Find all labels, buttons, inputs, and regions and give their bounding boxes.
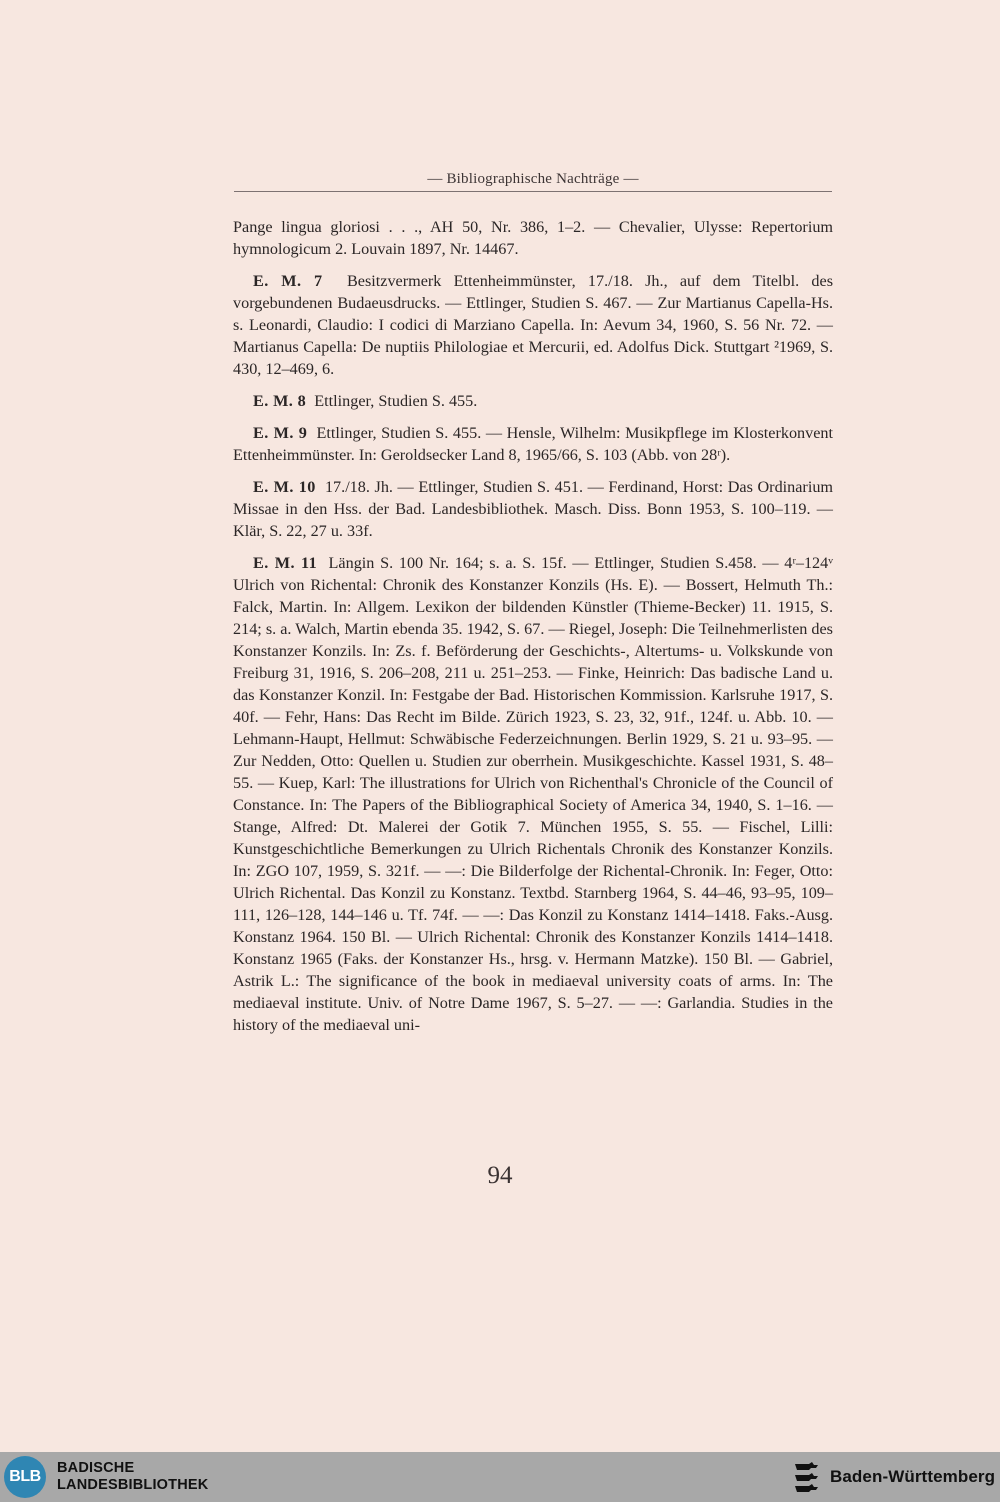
entry-signature: E. M. 9 bbox=[253, 424, 308, 442]
state-lions-icon bbox=[792, 1460, 822, 1494]
entry-em-10 bbox=[233, 476, 833, 542]
entry-text: Pange lingua gloriosi . . ., AH 50, Nr. 386, 1–2. — Chevalier, Ulysse: Repertorium hymnologicum 2. Louvain 1897, Nr. 14467. bbox=[233, 218, 833, 258]
bibliography-text bbox=[233, 216, 833, 1046]
entry-em-9 bbox=[233, 422, 833, 466]
entry-em-11 bbox=[233, 552, 833, 1036]
library-name-line1: BADISCHE bbox=[57, 1460, 135, 1476]
header-rule bbox=[234, 191, 832, 192]
library-name[interactable] bbox=[57, 1460, 208, 1494]
blb-logo-icon[interactable]: BLB bbox=[4, 1456, 46, 1498]
footer-bar bbox=[0, 1452, 1000, 1502]
entry-em-7 bbox=[233, 270, 833, 380]
entry-signature: E. M. 11 bbox=[253, 554, 318, 572]
entry-signature: E. M. 10 bbox=[253, 478, 316, 496]
entry-text: Ettlinger, Studien S. 455. — Hensle, Wilhelm: Musikpflege im Klosterkonvent Ettenheimmünster. In: Geroldsecker Land 8, 1965/66, S. 103 (Abb. von 28ʳ). bbox=[233, 424, 834, 464]
entry-text: Besitzvermerk Ettenheimmünster, 17./18. Jh., auf dem Titelbl. des vorgebundenen Budaeusdrucks. — Ettlinger, Studien S. 467. — Zur Martianus Capella-Hs. s. Leonardi, Claudio: I codici di Marziano Capella. In: Aevum 34, 1960, S. 56 Nr. 72. — Martianus Capella: De nuptiis Philologiae et Mercurii, ed. Adolfus Dick. Stuttgart ²1969, S. 430, 12–469, 6. bbox=[233, 272, 833, 378]
state-name[interactable]: Baden-Württemberg bbox=[830, 1467, 996, 1486]
library-name-line2: LANDESBIBLIOTHEK bbox=[57, 1477, 209, 1493]
entry-continuation bbox=[233, 216, 833, 260]
entry-signature: E. M. 7 bbox=[253, 272, 323, 290]
entry-em-8 bbox=[233, 390, 833, 412]
running-head: — Bibliographische Nachträge — bbox=[427, 171, 639, 187]
entry-text: Ettlinger, Studien S. 455. bbox=[314, 392, 478, 410]
page-number: 94 bbox=[487, 1162, 513, 1189]
entry-text: 17./18. Jh. — Ettlinger, Studien S. 451. — Ferdinand, Horst: Das Ordinarium Missae in den Hss. der Bad. Landesbibliothek. Masch. Diss. Bonn 1953, S. 100–119. — Klär, S. 22, 27 u. 33f. bbox=[233, 478, 834, 540]
entry-signature: E. M. 8 bbox=[253, 392, 307, 410]
entry-text: Längin S. 100 Nr. 164; s. a. S. 15f. — Ettlinger, Studien S.458. — 4ʳ–124ᵛ Ulrich von Richental: Chronik des Konstanzer Konzils (Hs. E). — Bossert, Helmuth Th.: Falck, Martin. In: Allgem. Lexikon der bildenden Künstler (Thieme-Becker) 11. 1915, S. 214; s. a. Walch, Martin ebenda 35. 1942, S. 67. — Riegel, Joseph: Die Teilnehmerlisten des Konstanzer Konzils. In: Zs. f. Beförderung der Geschichts-, Altertums- u. Volkskunde von Freiburg 31, 1916, S. 206–208, 211 u. 251–253. — Finke, Heinrich: Das badische Land u. das Konstanzer Konzil. In: Festgabe der Bad. Historischen Kommission. Karlsruhe 1917, S. 40f. — Fehr, Hans: Das Recht im Bilde. Zürich 1923, S. 23, 32, 91f., 124f. u. Abb. 10. — Lehmann-Haupt, Hellmut: Schwäbische Federzeichnungen. Berlin 1929, S. 21 u. 93–95. — Zur Nedden, Otto: Quellen u. Studien zur oberrhein. Musikgeschichte. Kassel 1931, S. 48–55. — Kuep, Karl: The illustrations for Ulrich von Richenthal's Chronicle of the Council of Constance. In: The Papers of the Bibliographical Society of America 34, 1940, S. 1–16. — Stange, Alfred: Dt. Malerei der Gotik 7. München 1955, S. 55. — Fischel, Lilli: Kunstgeschichtliche Bemerkungen zu Ulrich Richentals Chronik des Konstanzer Konzils. In: ZGO 107, 1959, S. 321f. — —: Die Bilderfolge der Richental-Chronik. In: Feger, Otto: Ulrich Richental. Das Konzil zu Konstanz. Textbd. Starnberg 1964, S. 44–46, 93–95, 109–111, 126–128, 144–146 u. Tf. 74f. — —: Das Konzil zu Konstanz 1414–1418. Faks.-Ausg. Konstanz 1964. 150 Bl. — Ulrich Richental: Chronik des Konstanzer Konzils 1414–1418. Konstanz 1965 (Faks. der Konstanzer Hs., hrsg. v. Hermann Matzke). 150 Bl. — Gabriel, Astrik L.: The significance of the book in mediaeval university coats of arms. In: The mediaeval institute. Univ. of Notre Dame 1967, S. 5–27. — —: Garlandia. Studies in the history of the mediaeval uni- bbox=[233, 554, 833, 1034]
